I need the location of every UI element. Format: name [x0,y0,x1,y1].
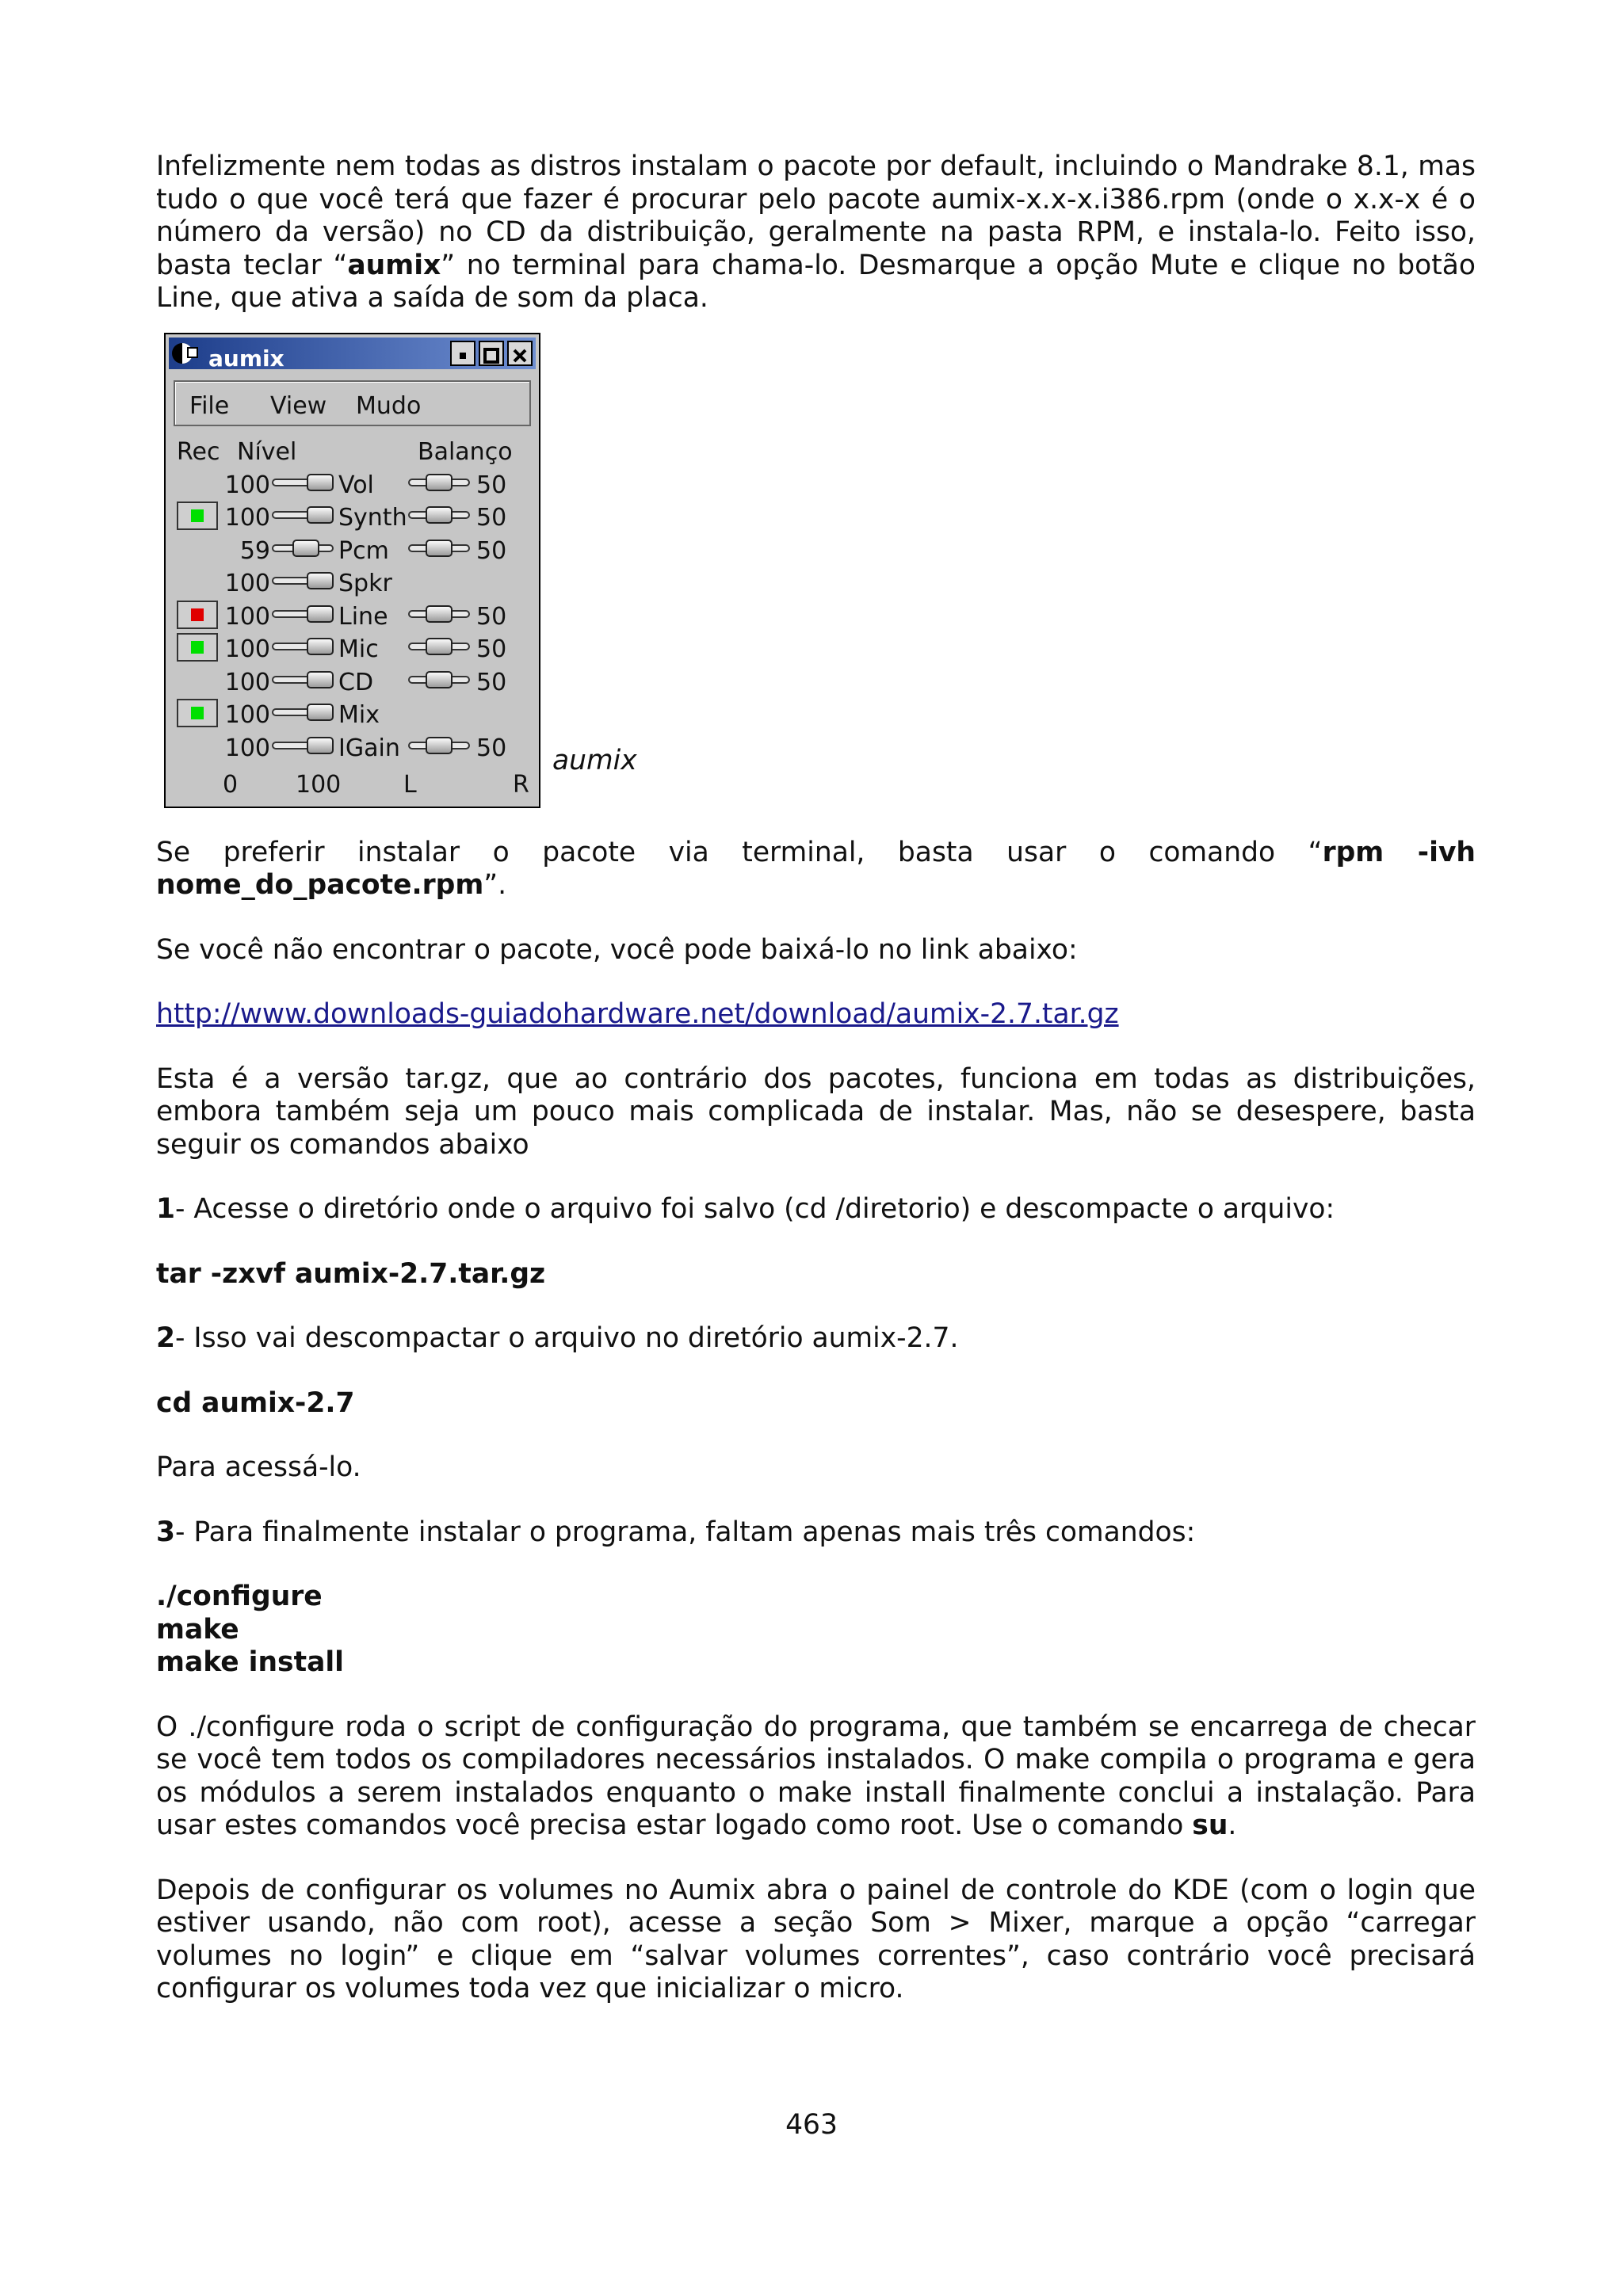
mixer-row-mic [166,633,539,665]
slider-knob[interactable] [426,506,453,524]
balance-slider[interactable] [408,506,470,522]
command-make: make [156,1613,239,1646]
maximize-icon [480,345,502,367]
channel-label: Line [338,602,388,631]
header-balance: Balanço [418,437,513,466]
balance-value: 50 [476,602,507,631]
mixer-row-synth [166,502,539,533]
close-button[interactable] [507,341,533,366]
balance-right: R [513,770,529,799]
channel-label: Mix [338,701,380,729]
minimize-button[interactable] [450,341,475,366]
record-indicator [191,641,204,654]
channel-label: Synth [338,504,407,532]
level-slider[interactable] [272,572,334,588]
maximize-button[interactable] [479,341,504,366]
balance-slider[interactable] [408,540,470,555]
figure-caption: aumix [552,744,637,776]
balance-value: 50 [476,668,507,696]
paragraph-targz: Esta é a versão tar.gz, que ao contrário dos pacotes, funciona em todas as distribuições, embora também seja um pouco mais complicada de instalar. Mas, não se desespere, basta seguir os comandos abaixo [156,1062,1476,1161]
figure-aumix [156,333,1476,824]
close-icon [509,345,531,367]
command-make-install: make install [156,1646,345,1678]
level-value: 59 [239,536,270,565]
inline-bold-su: su [1192,1810,1228,1841]
slider-knob[interactable] [426,474,453,491]
slider-knob[interactable] [307,704,334,721]
level-slider[interactable] [272,605,334,621]
balance-value: 50 [476,635,507,663]
mixer-row-spkr [166,567,539,599]
slider-knob[interactable] [307,671,334,688]
slider-knob[interactable] [307,737,334,754]
balance-slider[interactable] [408,605,470,621]
header-level: Nível [237,437,297,466]
level-value: 100 [224,701,270,729]
balance-slider[interactable] [408,474,470,490]
mixer-row-line [166,601,539,632]
window-title: aumix [208,345,285,372]
level-slider[interactable] [272,540,334,555]
level-value: 100 [224,570,270,597]
channel-label: CD [338,668,374,696]
balance-slider[interactable] [408,671,470,687]
level-value: 100 [224,668,270,696]
record-toggle[interactable] [177,601,218,629]
record-indicator [191,707,204,719]
command-tar: tar -zxvf aumix-2.7.tar.gz [156,1257,546,1290]
mixer-row-cd [166,666,539,698]
slider-knob[interactable] [307,506,334,524]
balance-value: 50 [476,536,507,565]
menu-file[interactable]: File [189,391,230,420]
slider-knob[interactable] [426,605,453,623]
balance-value: 50 [476,734,507,762]
minimize-icon [452,345,474,367]
level-slider[interactable] [272,671,334,687]
page-content [156,151,1476,2006]
slider-knob[interactable] [307,474,334,491]
level-value: 100 [224,635,270,663]
level-value: 100 [224,734,270,762]
level-slider[interactable] [272,506,334,522]
balance-slider[interactable] [408,737,470,753]
slider-knob[interactable] [292,540,319,557]
slider-knob[interactable] [426,737,453,754]
menu-view[interactable]: View [270,391,327,420]
title-bar[interactable] [169,338,536,372]
level-value: 100 [224,602,270,631]
balance-slider[interactable] [408,638,470,654]
step-3: 3- Para finalmente instalar o programa, faltam apenas mais três comandos: [156,1516,1196,1548]
paragraph-download: Se você não encontrar o pacote, você pode baixá-lo no link abaixo: [156,933,1078,966]
mixer-row-igain [166,732,539,764]
record-toggle[interactable] [177,633,218,662]
slider-knob[interactable] [426,671,453,688]
inline-bold-aumix: aumix [347,249,441,281]
download-link[interactable]: http://www.downloads-guiadohardware.net/download/aumix-2.7.tar.gz [156,998,1119,1030]
level-value: 100 [224,471,270,499]
paragraph-access: Para acessá-lo. [156,1451,361,1483]
command-cd: cd aumix-2.7 [156,1386,355,1419]
channel-label: Mic [338,635,379,663]
channel-label: IGain [338,734,400,762]
paragraph-intro: Infelizmente nem todas as distros instalam o pacote por default, incluindo o Mandrake 8.1, mas tudo o que você terá que fazer é procurar pelo pacote aumix-x.x-x.i386.rpm (onde o x.x-x é o número da versão) no CD da distribuição, geralmente na pasta RPM, e instala-lo. Feito isso, basta teclar “aumix” no terminal para chama-lo. Desmarque a opção Mute e clique no botão Line, que ativa a saída de som da placa. [156,151,1476,314]
channel-label: Vol [338,471,374,499]
menu-mudo[interactable]: Mudo [356,391,422,420]
record-toggle[interactable] [177,699,218,727]
slider-knob[interactable] [426,540,453,557]
balance-left: L [403,770,417,799]
level-slider[interactable] [272,638,334,654]
level-value: 100 [224,504,270,532]
paragraph-kde: Depois de configurar os volumes no Aumix abra o painel de controle do KDE (com o login que estiver usando, não com root), acesse a seção Som > Mixer, marque a opção “carregar volumes no login” e clique em “salvar volumes correntes”, caso contrário você precisará configurar os volumes toda vez que inicializar o micro. [156,1874,1476,2004]
step-1: 1- Acesse o diretório onde o arquivo foi salvo (cd /diretorio) e descompacte o arquivo: [156,1193,1335,1225]
inline-bold-rpm-command: rpm -ivh nome_do_pacote.rpm [156,836,1476,901]
mixer-row-mix [166,699,539,730]
paragraph-rpm: Se preferir instalar o pacote via terminal, basta usar o comando “rpm -ivh nome_do_pacote.rpm”. [156,836,1476,901]
channel-label: Spkr [338,570,392,597]
level-slider[interactable] [272,737,334,753]
command-configure: ./configure [156,1581,323,1612]
speaker-icon [172,340,199,367]
record-indicator [191,608,204,621]
header-rec: Rec [177,437,220,466]
step-2: 2- Isso vai descompactar o arquivo no diretório aumix-2.7. [156,1322,959,1354]
slider-knob[interactable] [307,638,334,655]
scale-max: 100 [296,770,342,799]
paragraph-configure-explain: O ./configure roda o script de configuração do programa, que também se encarrega de checar se você tem todos os compiladores necessários instalados. O make compila o programa e gera os módulos a serem instalados enquanto o make install finalmente conclui a instalação. Para usar estes comandos você precisa estar logado como root. Use o comando su. [156,1711,1476,1841]
mixer-row-pcm [166,535,539,566]
scale-min: 0 [223,770,239,799]
balance-value: 50 [476,471,507,499]
record-indicator [191,509,204,522]
level-slider[interactable] [272,704,334,719]
menu-bar [174,380,531,426]
mixer-row-vol [166,469,539,501]
balance-value: 50 [476,504,507,532]
slider-knob[interactable] [307,572,334,589]
slider-knob[interactable] [307,605,334,623]
slider-knob[interactable] [426,638,453,655]
level-slider[interactable] [272,474,334,490]
channel-label: Pcm [338,536,389,565]
aumix-window [164,333,540,808]
record-toggle[interactable] [177,502,218,530]
page-number: 463 [785,2109,838,2141]
